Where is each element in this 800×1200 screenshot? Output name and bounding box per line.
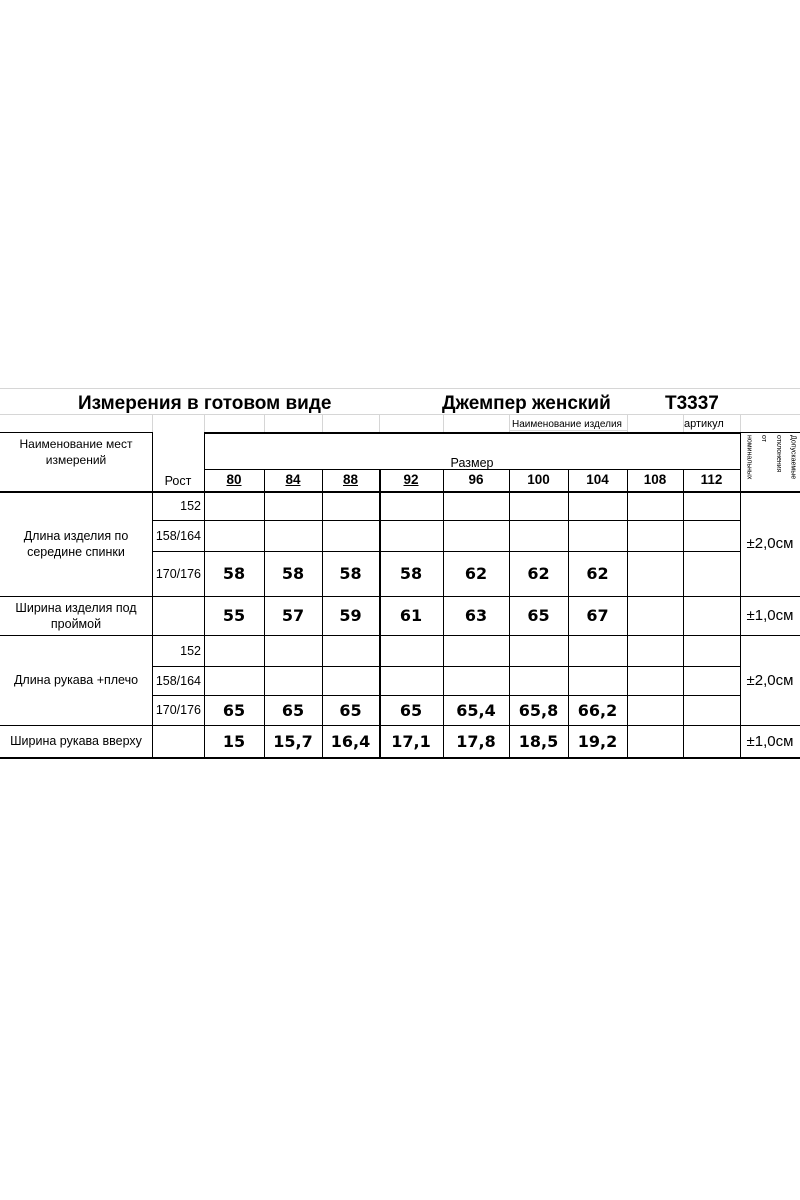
size-label: 84 bbox=[285, 472, 301, 487]
grid-line bbox=[152, 432, 153, 757]
height-cell: 170/176 bbox=[155, 566, 201, 581]
height-cell: 152 bbox=[180, 498, 201, 513]
value-cell bbox=[683, 551, 740, 596]
value-cell bbox=[627, 695, 683, 725]
value-cell: 57 bbox=[281, 606, 305, 625]
value-cell bbox=[683, 596, 740, 635]
grid-line bbox=[509, 430, 627, 431]
value-cell: 18,5 bbox=[518, 731, 559, 751]
value-cell bbox=[322, 635, 379, 666]
value-cell: 65 bbox=[399, 700, 423, 720]
grid-line bbox=[0, 432, 152, 433]
value-cell: 58 bbox=[222, 564, 246, 583]
size-label: 100 bbox=[527, 472, 550, 487]
value-cell bbox=[683, 666, 740, 695]
value-cell bbox=[322, 520, 379, 551]
grid-line bbox=[0, 596, 800, 597]
value-cell: 19,2 bbox=[577, 731, 618, 751]
grid-line bbox=[627, 469, 628, 757]
value-cell: 66,2 bbox=[577, 700, 618, 720]
tolerance-header-word: от bbox=[760, 435, 768, 442]
size-header: Размер bbox=[450, 456, 494, 470]
grid-line bbox=[204, 432, 205, 757]
value-cell: 65 bbox=[222, 700, 246, 720]
tolerance-header-word: номинальных bbox=[745, 435, 753, 480]
value-cell: 17,1 bbox=[391, 731, 431, 751]
tolerance-value: ±2,0см bbox=[746, 671, 794, 689]
tolerance-value: ±1,0см bbox=[746, 607, 794, 624]
grid-line bbox=[204, 469, 740, 470]
value-cell bbox=[379, 666, 443, 695]
value-cell: 58 bbox=[399, 564, 423, 583]
value-cell bbox=[443, 520, 509, 551]
measurement-name: Ширина изделия под проймой bbox=[15, 600, 137, 631]
value-cell bbox=[204, 666, 264, 695]
grid-line bbox=[568, 469, 569, 757]
value-cell bbox=[683, 695, 740, 725]
value-cell bbox=[322, 491, 379, 520]
size-label: 96 bbox=[468, 472, 484, 487]
value-cell bbox=[627, 491, 683, 520]
grid-line bbox=[740, 432, 741, 757]
height-header: Рост bbox=[164, 474, 192, 488]
height-cell: 158/164 bbox=[155, 528, 201, 543]
value-cell bbox=[204, 491, 264, 520]
height-cell: 158/164 bbox=[155, 673, 201, 688]
grid-line bbox=[0, 635, 800, 636]
measurement-name: Длина рукава +плечо bbox=[13, 673, 139, 687]
value-cell: 58 bbox=[339, 564, 362, 583]
value-cell: 55 bbox=[222, 606, 246, 625]
grid-line bbox=[152, 551, 740, 552]
measurement-sheet bbox=[0, 388, 800, 760]
measurement-name: Ширина рукава вверху bbox=[10, 734, 142, 748]
value-cell bbox=[568, 635, 627, 666]
tolerance-header bbox=[741, 435, 800, 487]
size-label: 112 bbox=[700, 472, 723, 487]
value-cell bbox=[509, 666, 568, 695]
value-cell bbox=[683, 520, 740, 551]
value-cell bbox=[443, 635, 509, 666]
article-number: Т3337 bbox=[665, 393, 719, 414]
grid-line bbox=[152, 666, 740, 667]
grid-line bbox=[443, 469, 444, 757]
value-cell bbox=[264, 491, 322, 520]
value-cell: 59 bbox=[339, 606, 362, 625]
value-cell bbox=[568, 520, 627, 551]
value-cell bbox=[379, 520, 443, 551]
height-cell: 152 bbox=[180, 643, 201, 658]
size-label: 92 bbox=[403, 472, 419, 487]
value-cell: 17,8 bbox=[456, 731, 496, 751]
value-cell bbox=[322, 666, 379, 695]
value-cell bbox=[627, 725, 683, 757]
grid-line bbox=[379, 414, 380, 432]
sheet-title: Измерения в готовом виде bbox=[78, 393, 332, 414]
grid-line bbox=[509, 469, 510, 757]
tolerance-value: ±1,0см bbox=[746, 732, 794, 750]
grid-line bbox=[152, 414, 153, 432]
value-cell: 65,8 bbox=[518, 700, 559, 720]
value-cell bbox=[683, 635, 740, 666]
value-cell bbox=[627, 596, 683, 635]
grid-line bbox=[683, 414, 684, 432]
value-cell bbox=[379, 491, 443, 520]
grid-line bbox=[204, 414, 205, 432]
value-cell: 62 bbox=[464, 564, 488, 583]
size-label: 108 bbox=[643, 472, 667, 487]
grid-line bbox=[0, 414, 800, 415]
grid-line bbox=[0, 757, 800, 759]
tolerance-header-word: отклонения bbox=[774, 435, 782, 473]
grid-line bbox=[0, 491, 800, 493]
size-label: 104 bbox=[586, 472, 609, 487]
height-cell bbox=[152, 596, 204, 635]
value-cell bbox=[509, 520, 568, 551]
value-cell: 67 bbox=[586, 606, 609, 625]
tolerance-value: ±2,0см bbox=[746, 535, 794, 552]
value-cell: 65,4 bbox=[456, 700, 496, 720]
value-cell bbox=[204, 520, 264, 551]
value-cell: 65 bbox=[281, 700, 305, 720]
tolerance-header-word: Допускаемые bbox=[789, 435, 797, 480]
value-cell bbox=[683, 491, 740, 520]
article-caption: артикул bbox=[684, 418, 724, 430]
measurement-name: Длина изделия по середине спинки bbox=[23, 528, 129, 559]
grid-line bbox=[443, 414, 444, 432]
value-cell bbox=[627, 666, 683, 695]
value-cell bbox=[627, 520, 683, 551]
value-cell: 62 bbox=[527, 564, 550, 583]
value-cell bbox=[443, 491, 509, 520]
value-cell: 58 bbox=[281, 564, 305, 583]
grid-line bbox=[0, 725, 800, 726]
grid-line bbox=[322, 414, 323, 432]
grid-line bbox=[0, 388, 800, 389]
value-cell: 62 bbox=[586, 564, 609, 583]
grid-line bbox=[627, 414, 628, 432]
value-cell: 15,7 bbox=[273, 731, 313, 751]
grid-line bbox=[379, 469, 381, 757]
value-cell: 65 bbox=[339, 700, 362, 720]
size-label: 88 bbox=[342, 472, 359, 487]
grid-line bbox=[683, 469, 684, 757]
value-cell bbox=[264, 520, 322, 551]
name-header: Наименование мест измерений bbox=[19, 437, 133, 467]
value-cell bbox=[264, 635, 322, 666]
value-cell: 63 bbox=[464, 606, 488, 625]
value-cell bbox=[627, 551, 683, 596]
height-cell bbox=[152, 725, 204, 757]
value-cell bbox=[443, 666, 509, 695]
grid-line bbox=[152, 520, 740, 521]
grid-line bbox=[152, 695, 740, 696]
grid-line bbox=[740, 432, 800, 433]
value-cell bbox=[509, 491, 568, 520]
value-cell: 61 bbox=[399, 606, 423, 625]
grid-line bbox=[204, 432, 740, 434]
height-cell: 170/176 bbox=[155, 703, 201, 717]
value-cell bbox=[568, 666, 627, 695]
product-caption: Наименование изделия bbox=[512, 419, 622, 430]
grid-line bbox=[264, 469, 265, 757]
value-cell: 16,4 bbox=[330, 731, 371, 751]
value-cell bbox=[379, 635, 443, 666]
value-cell bbox=[568, 491, 627, 520]
value-cell bbox=[627, 635, 683, 666]
grid-line bbox=[322, 469, 323, 757]
value-cell: 15 bbox=[222, 731, 246, 751]
value-cell: 65 bbox=[527, 606, 550, 625]
value-cell bbox=[204, 635, 264, 666]
grid-line bbox=[264, 414, 265, 432]
size-label: 80 bbox=[226, 472, 242, 487]
product-name: Джемпер женский bbox=[442, 393, 611, 414]
grid-line bbox=[740, 414, 741, 432]
value-cell bbox=[264, 666, 322, 695]
value-cell bbox=[509, 635, 568, 666]
value-cell bbox=[683, 725, 740, 757]
